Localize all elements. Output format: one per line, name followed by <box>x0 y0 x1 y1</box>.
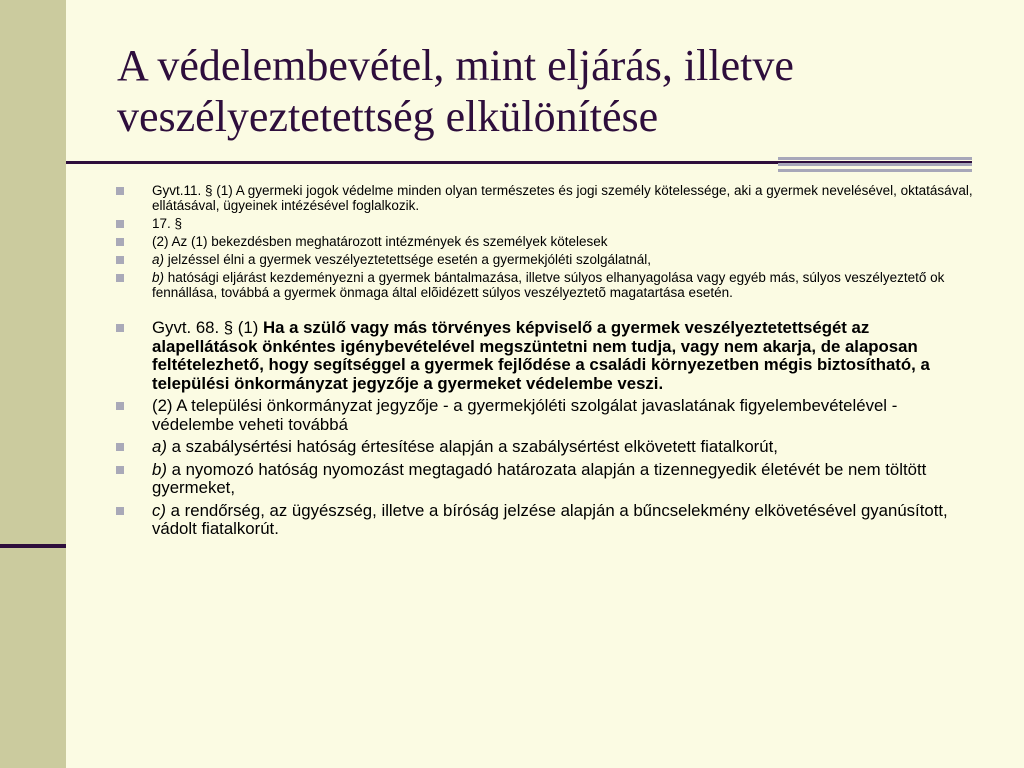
section-gyvt-11 <box>116 183 976 300</box>
list-item-lead: Gyvt. 68. § (1) <box>152 318 263 337</box>
list-item-prefix: a) <box>152 437 167 456</box>
accent-stripe <box>778 157 972 160</box>
square-bullet-icon <box>116 220 124 228</box>
accent-stripe <box>778 163 972 166</box>
square-bullet-icon <box>116 324 124 332</box>
list-item-prefix: b) <box>152 270 165 285</box>
list-item-prefix: b) <box>152 459 167 479</box>
list-item <box>116 461 976 498</box>
list-item <box>116 397 976 434</box>
square-bullet-icon <box>116 187 124 195</box>
title-underline-accent <box>778 157 972 177</box>
list-item <box>116 183 976 213</box>
side-bar-rule <box>0 544 66 548</box>
list-item-text: a rendőrség, az ügyészség, illetve a bíróság jelzése alapján a bűncselekmény elkövetésével gyanúsított, vádolt fiatalkorút. <box>152 500 948 538</box>
square-bullet-icon <box>116 443 124 451</box>
list-item-bold-text: Ha a szülő vagy más törvényes képviselő a gyermek veszélyeztetettségét az alapellátások önkéntes igénybevételével megszüntetni nem tudja, vagy nem akarja, de alaposan feltételezhető, hogy segítséggel a gyermek fejlődése a családi környezetben mégis biztosítható, a települési önkormányzat jegyzője a gyermeket védelembe veszi. <box>152 318 930 393</box>
list-item-text: Gyvt.11. § (1) A gyermeki jogok védelme minden olyan természetes és jogi személy kötelessége, aki a gyermek nevelésével, oktatásával, ellátásával, ügyeinek intézésével foglalkozik. <box>152 183 973 213</box>
list-item <box>116 438 976 457</box>
section-gap <box>116 303 976 319</box>
list-item <box>116 502 976 539</box>
list-item <box>116 319 976 393</box>
square-bullet-icon <box>116 402 124 410</box>
list-item <box>116 252 976 267</box>
list-item-text: (2) A települési önkormányzat jegyzője - a gyermekjóléti szolgálat javaslatának figyelembevételével - védelembe veheti továbbá <box>152 396 898 434</box>
slide-title-line-1: A védelembevétel, mint eljárás, illetve <box>117 41 794 90</box>
list-item <box>116 216 976 231</box>
square-bullet-icon <box>116 238 124 246</box>
list-item-text: 17. § <box>152 216 183 231</box>
slide-content <box>116 183 976 543</box>
list-item-text: jelzéssel élni a gyermek veszélyeztetettsége esetén a gyermekjóléti szolgálatnál, <box>164 252 652 267</box>
square-bullet-icon <box>116 256 124 264</box>
accent-stripe <box>778 169 972 172</box>
square-bullet-icon <box>116 274 124 282</box>
list-item-prefix: c) <box>152 500 166 520</box>
section-gyvt-68 <box>116 319 976 539</box>
list-item-prefix: a) <box>152 252 165 267</box>
side-bar-decoration <box>0 0 66 768</box>
square-bullet-icon <box>116 507 124 515</box>
slide-title-line-2: veszélyeztetettség elkülönítése <box>117 92 659 141</box>
list-item-text: a szabálysértési hatóság értesítése alapján a szabálysértést elkövetett fiatalkorút, <box>166 437 778 456</box>
list-item-text: hatósági eljárást kezdeményezni a gyermek bántalmazása, illetve súlyos elhanyagolása vagy egyéb más, súlyos veszélyeztető ok fennállása, továbbá a gyermek önmaga által elõidézett súlyos veszélyeztetõ magatartása esetén. <box>152 270 945 300</box>
slide-title <box>117 40 997 142</box>
square-bullet-icon <box>116 466 124 474</box>
list-item <box>116 234 976 249</box>
list-item-text: (2) Az (1) bekezdésben meghatározott intézmények és személyek kötelesek <box>152 234 608 249</box>
list-item-text: a nyomozó hatóság nyomozást megtagadó határozata alapján a tizennegyedik életévét be nem töltött gyermeket, <box>152 459 927 497</box>
list-item <box>116 270 976 300</box>
